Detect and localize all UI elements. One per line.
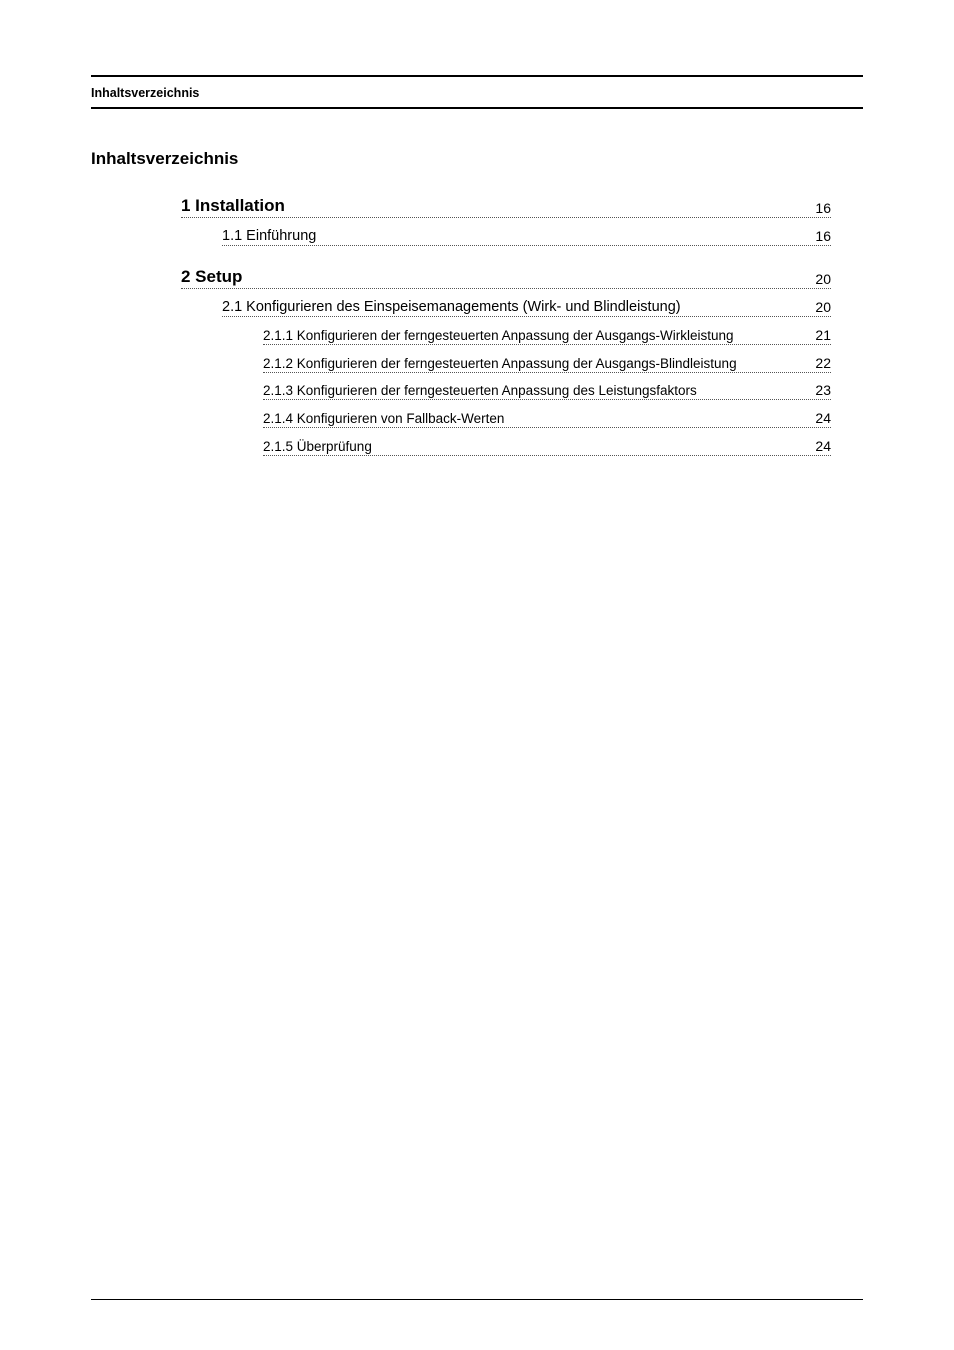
header-rule-bottom <box>91 107 863 109</box>
toc-entry-installation[interactable] <box>181 196 831 218</box>
toc-entry-ueberpruefung[interactable] <box>263 436 831 456</box>
toc-entry-label: 1.1 Einführung <box>222 228 317 244</box>
toc-entry-setup[interactable] <box>181 267 831 289</box>
toc-entry-label: 2.1.3 Konfigurieren der ferngesteuerten Anpassung des Leistungsfaktors <box>263 383 697 398</box>
running-header: Inhaltsverzeichnis <box>91 86 200 100</box>
toc-entry-page: 22 <box>815 355 831 371</box>
toc-entry-page: 20 <box>815 271 831 287</box>
toc-entry-label: 1 Installation <box>181 196 285 215</box>
toc-entry-label: 2.1 Konfigurieren des Einspeisemanagements (Wirk- und Blindleistung) <box>222 299 681 315</box>
toc-entry-page: 24 <box>815 410 831 426</box>
toc-entry-page: 24 <box>815 438 831 454</box>
header-rule-top <box>91 75 863 77</box>
toc-entry-page: 16 <box>815 228 831 244</box>
toc-entry-label: 2 Setup <box>181 267 243 286</box>
toc-entry-fallback-werte[interactable] <box>263 408 831 428</box>
toc-entry-page: 16 <box>815 200 831 216</box>
toc-entry-page: 23 <box>815 382 831 398</box>
toc-entry-page: 20 <box>815 299 831 315</box>
toc-entry-page: 21 <box>815 327 831 343</box>
footer-rule <box>91 1299 863 1300</box>
toc-entry-einspeisemanagement[interactable] <box>222 297 831 317</box>
toc-entry-label: 2.1.4 Konfigurieren von Fallback-Werten <box>263 411 505 426</box>
toc-entry-leistungsfaktor[interactable] <box>263 380 831 400</box>
toc-entry-wirkleistung[interactable] <box>263 325 831 345</box>
toc-entry-label: 2.1.1 Konfigurieren der ferngesteuerten Anpassung der Ausgangs-Wirkleistung <box>263 328 734 343</box>
toc-entry-label: 2.1.2 Konfigurieren der ferngesteuerten Anpassung der Ausgangs-Blindleistung <box>263 356 737 371</box>
toc-entry-label: 2.1.5 Überprüfung <box>263 439 372 454</box>
toc-entry-blindleistung[interactable] <box>263 353 831 373</box>
toc-entry-einfuehrung[interactable] <box>222 226 831 246</box>
page-title: Inhaltsverzeichnis <box>91 149 239 168</box>
